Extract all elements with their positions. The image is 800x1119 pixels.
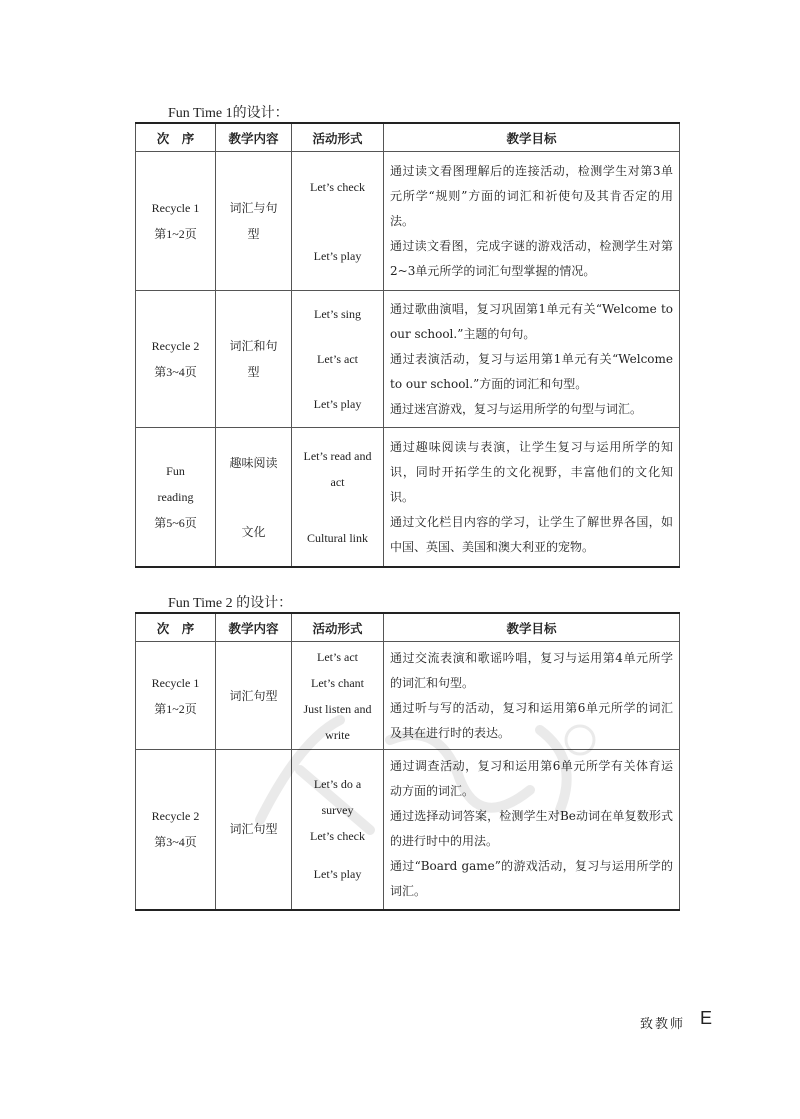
table-header-row: [136, 123, 680, 152]
goal-text: 通过交流表演和歌谣吟唱，复习与运用第4单元所学的词汇和句型。: [390, 650, 673, 690]
activity-line: Let’s read and: [303, 449, 372, 463]
seq-cell: [136, 152, 216, 291]
seq-name: Recycle 2: [151, 809, 200, 824]
activity-item: Let’s play: [313, 867, 362, 882]
seq-pages: 第5~6页: [154, 516, 197, 530]
goal-text: 通过听与写的活动，复习和运用第6单元所学的词汇及其在进行时的表达。: [390, 700, 673, 740]
goal-text: 通过读文看图，完成字谜的游戏活动，检测学生对第2~3单元所学的词汇句型掌握的情况。: [390, 238, 673, 278]
table-row: [136, 428, 680, 568]
seq-cell: [136, 428, 216, 568]
goal-cell: [384, 291, 680, 428]
activity-item: Cultural link: [307, 531, 368, 545]
goal-text: 通过趣味阅读与表演，让学生复习与运用所学的知识，同时开拓学生的文化视野，丰富他们的文化知识。: [390, 439, 673, 504]
content-text: 趣味阅读: [229, 455, 278, 470]
content-cell: [216, 152, 292, 291]
footer-label: 致教师: [640, 1017, 686, 1032]
section1-title: Fun Time 1的设计：: [168, 106, 289, 121]
fun-time-1-table: [135, 122, 680, 568]
section2-title: Fun Time 2 的设计：: [168, 596, 293, 611]
activity-item: Let’s check: [310, 179, 365, 194]
activity-item: Let’s act: [317, 649, 358, 664]
header-content: 教学内容: [216, 613, 292, 642]
content-cell: 词汇句型: [216, 642, 292, 750]
activity-item: Let’s play: [313, 248, 362, 263]
seq-cell: [136, 642, 216, 750]
activity-item: write: [325, 727, 350, 742]
activity-item: Let’s chant: [311, 675, 364, 690]
activity-item: Let’s sing: [314, 306, 361, 321]
content-text: 词汇和句: [229, 339, 278, 353]
header-activity: 活动形式: [292, 123, 384, 152]
content-cell: [216, 291, 292, 428]
seq-cell: [136, 750, 216, 910]
goal-text: 通过文化栏目内容的学习，让学生了解世界各国，如中国、英国、美国和澳大利亚的宠物。: [390, 514, 673, 554]
header-seq: 次 序: [136, 123, 216, 152]
activity-cell: [292, 428, 384, 568]
activity-item: survey: [321, 803, 354, 818]
header-goal: 教学目标: [384, 613, 680, 642]
seq-pages: 第1~2页: [154, 701, 197, 716]
watermark-logo: [240, 700, 620, 850]
seq-cell: [136, 291, 216, 428]
header-content: 教学内容: [216, 123, 292, 152]
seq-name: Recycle 1: [151, 201, 200, 215]
content-text: 文化: [241, 524, 266, 539]
goal-cell: [384, 152, 680, 291]
header-goal: 教学目标: [384, 123, 680, 152]
goal-text: 通过表演活动，复习与运用第1单元有关“Welcome to our school.”方面的词汇和句型。: [390, 351, 673, 391]
activity-item: Let’s do a: [313, 777, 362, 792]
content-cell: [216, 428, 292, 568]
seq-pages: 第3~4页: [154, 835, 197, 850]
seq-pages: 第3~4页: [154, 365, 197, 379]
activity-cell: [292, 152, 384, 291]
goal-text: 通过“Board game”的游戏活动，复习与运用所学的词汇。: [390, 859, 673, 899]
content-text: 型: [247, 227, 260, 241]
activity-cell: [292, 291, 384, 428]
activity-item: [292, 443, 383, 495]
header-seq: 次 序: [136, 613, 216, 642]
table-row: [136, 291, 680, 428]
table-row: [136, 152, 680, 291]
goal-text: 通过调查活动，复习和运用第6单元所学有关体育运动方面的词汇。: [390, 759, 673, 799]
goal-text: 通过迷宫游戏，复习与运用所学的句型与词汇。: [390, 401, 643, 416]
content-text: 词汇与句: [229, 201, 278, 215]
goal-text: 通过歌曲演唱，复习巩固第1单元有关“Welcome to our school.”主题的句句。: [390, 301, 673, 341]
goal-text: 通过选择动词答案，检测学生对Be动词在单复数形式的进行时中的用法。: [390, 809, 673, 849]
table-header-row: [136, 613, 680, 642]
seq-name: Fun: [166, 464, 185, 478]
content-cell: 词汇句型: [216, 750, 292, 910]
footer-page-letter: E: [700, 1008, 713, 1028]
seq-pages: 第1~2页: [154, 227, 197, 241]
goal-text: 通过读文看图理解后的连接活动，检测学生对第3单元所学“规则”方面的词汇和祈使句及其肯否定的用法。: [390, 163, 673, 228]
seq-name: reading: [157, 490, 194, 504]
activity-item: Let’s play: [313, 397, 362, 412]
activity-item: Let’s act: [317, 351, 358, 366]
activity-item: Just listen and: [303, 701, 372, 716]
seq-name: Recycle 2: [151, 339, 200, 353]
content-text: 型: [247, 365, 260, 379]
header-activity: 活动形式: [292, 613, 384, 642]
activity-item: Let’s check: [310, 829, 365, 844]
activity-line: act: [330, 475, 345, 489]
seq-name: Recycle 1: [151, 675, 200, 690]
goal-cell: [384, 428, 680, 568]
